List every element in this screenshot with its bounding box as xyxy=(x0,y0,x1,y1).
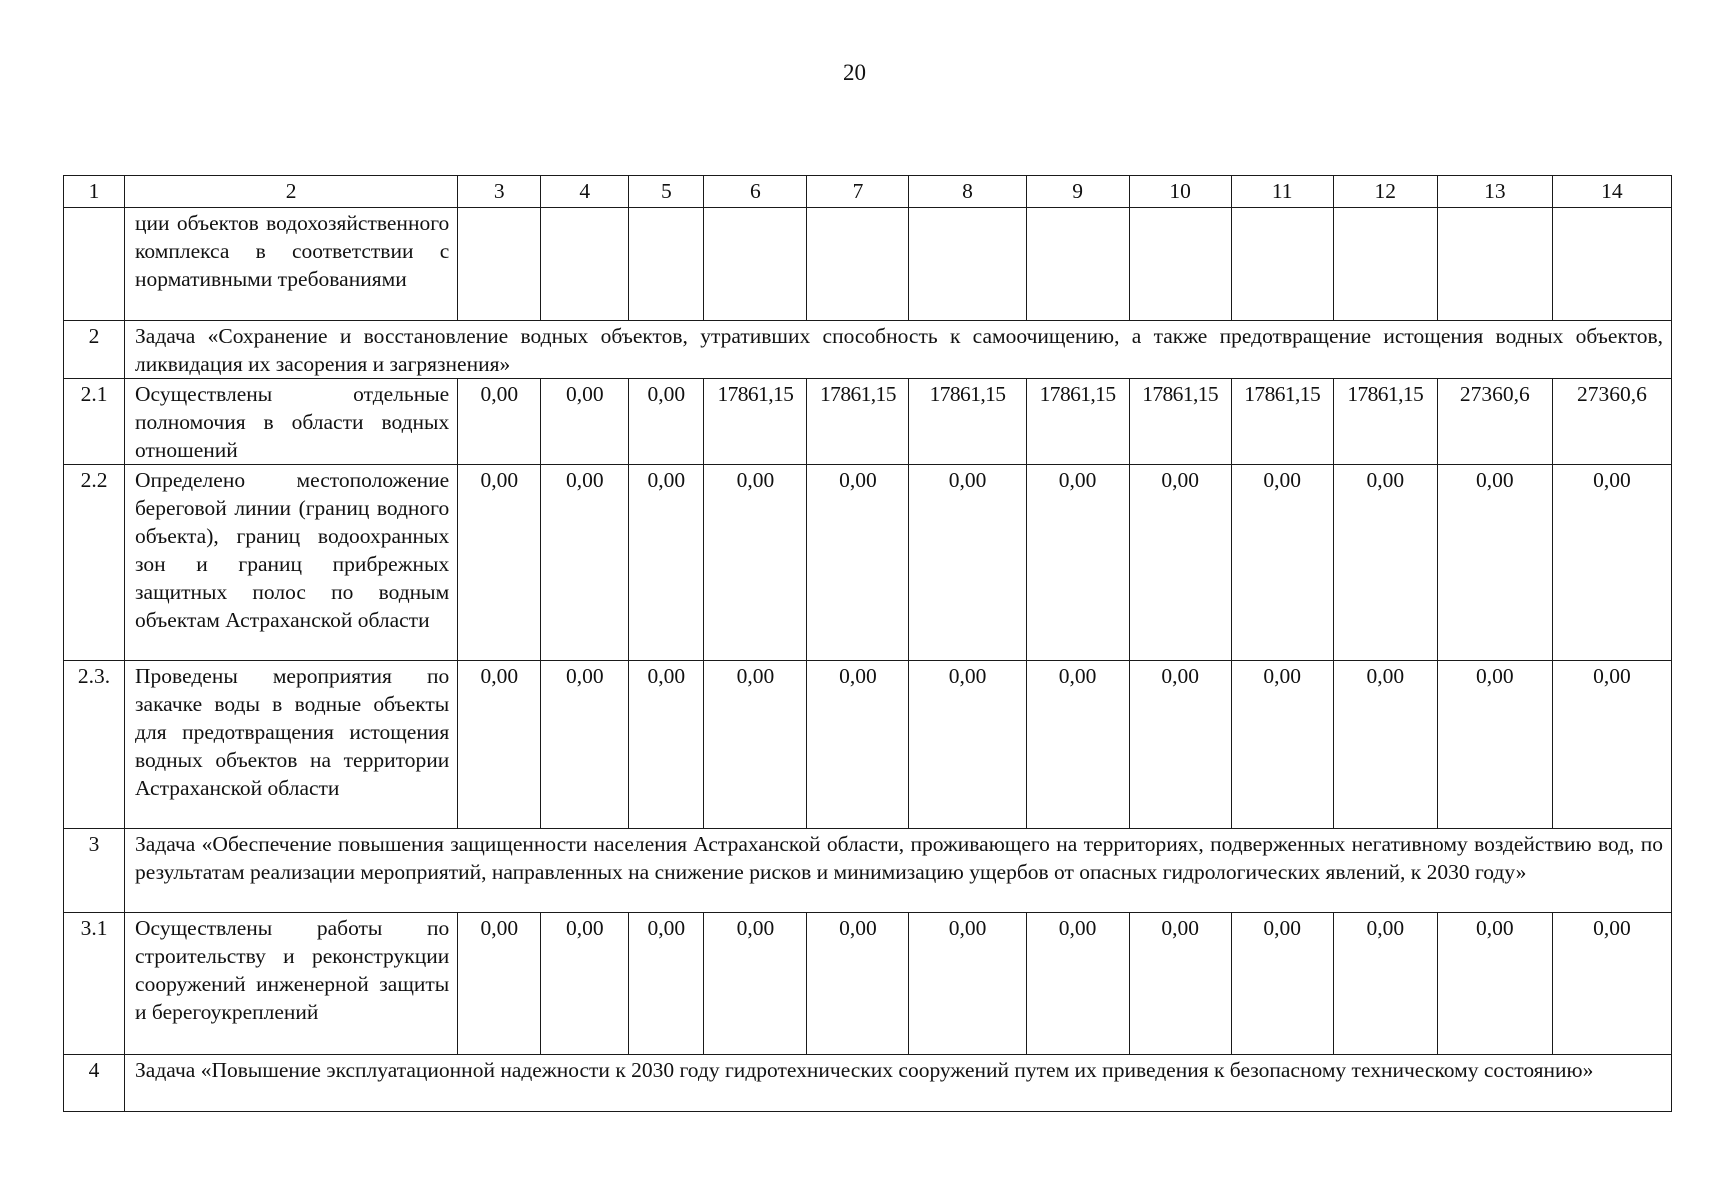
column-header: 9 xyxy=(1026,176,1129,208)
value-cell: 0,00 xyxy=(1026,661,1129,829)
column-header: 1 xyxy=(64,176,125,208)
value-cell: 17861,15 xyxy=(1129,379,1231,465)
value-cell: 0,00 xyxy=(1231,661,1333,829)
row-description: Осуществлены работы по строительству и реконструкции сооружений инженерной защиты и берегоукреплений xyxy=(125,913,458,1055)
value-cell xyxy=(1552,208,1671,321)
value-cell: 0,00 xyxy=(1437,913,1552,1055)
row-description: ции объектов водохозяйственного комплекса в соответствии с нормативными требованиями xyxy=(125,208,458,321)
column-header: 8 xyxy=(909,176,1026,208)
column-header: 3 xyxy=(458,176,541,208)
value-cell xyxy=(1231,208,1333,321)
value-cell: 0,00 xyxy=(458,465,541,661)
row-index: 3 xyxy=(64,829,125,913)
value-cell: 0,00 xyxy=(704,465,807,661)
value-cell: 0,00 xyxy=(909,661,1026,829)
task-row xyxy=(64,1055,1672,1112)
column-header: 14 xyxy=(1552,176,1671,208)
row-description: Осуществлены отдельные полномочия в области водных отношений xyxy=(125,379,458,465)
value-cell: 17861,15 xyxy=(1026,379,1129,465)
task-row xyxy=(64,321,1672,379)
column-header: 10 xyxy=(1129,176,1231,208)
value-cell: 0,00 xyxy=(458,379,541,465)
value-cell: 0,00 xyxy=(909,465,1026,661)
value-cell xyxy=(1333,208,1437,321)
value-cell: 17861,15 xyxy=(704,379,807,465)
value-cell: 0,00 xyxy=(1026,465,1129,661)
value-cell: 0,00 xyxy=(1333,465,1437,661)
value-cell: 0,00 xyxy=(1129,465,1231,661)
column-header: 11 xyxy=(1231,176,1333,208)
row-index: 3.1 xyxy=(64,913,125,1055)
value-cell xyxy=(458,208,541,321)
value-cell xyxy=(1026,208,1129,321)
table-row xyxy=(64,913,1672,1055)
value-cell: 0,00 xyxy=(1552,913,1671,1055)
row-index: 2.3. xyxy=(64,661,125,829)
value-cell: 0,00 xyxy=(1437,661,1552,829)
value-cell: 0,00 xyxy=(1437,465,1552,661)
row-description: Определено местоположение береговой линии (границ водного объекта), границ водоохранных зон и границ прибрежных защитных полос по водным объектам Астраханской области xyxy=(125,465,458,661)
value-cell: 0,00 xyxy=(1333,913,1437,1055)
row-index xyxy=(64,208,125,321)
value-cell: 0,00 xyxy=(1231,913,1333,1055)
row-index: 2.2 xyxy=(64,465,125,661)
row-description: Проведены мероприятия по закачке воды в водные объекты для предотвращения истощения водных объектов на территории Астраханской области xyxy=(125,661,458,829)
table-header-row xyxy=(64,176,1672,208)
row-index: 2.1 xyxy=(64,379,125,465)
column-header: 13 xyxy=(1437,176,1552,208)
value-cell: 0,00 xyxy=(909,913,1026,1055)
value-cell: 0,00 xyxy=(458,661,541,829)
value-cell: 0,00 xyxy=(629,465,704,661)
value-cell: 0,00 xyxy=(807,465,909,661)
value-cell: 17861,15 xyxy=(909,379,1026,465)
value-cell xyxy=(909,208,1026,321)
value-cell: 0,00 xyxy=(541,465,629,661)
column-header: 6 xyxy=(704,176,807,208)
table-row xyxy=(64,379,1672,465)
value-cell: 0,00 xyxy=(541,379,629,465)
value-cell: 0,00 xyxy=(1026,913,1129,1055)
value-cell: 0,00 xyxy=(807,661,909,829)
value-cell: 27360,6 xyxy=(1552,379,1671,465)
value-cell: 0,00 xyxy=(1552,661,1671,829)
value-cell: 0,00 xyxy=(704,661,807,829)
value-cell: 0,00 xyxy=(704,913,807,1055)
value-cell: 27360,6 xyxy=(1437,379,1552,465)
indicators-table xyxy=(63,175,1672,1112)
value-cell xyxy=(1437,208,1552,321)
value-cell: 0,00 xyxy=(629,661,704,829)
page-number: 20 xyxy=(843,60,866,85)
column-header: 5 xyxy=(629,176,704,208)
task-description: Задача «Повышение эксплуатационной надежности к 2030 году гидротехнических сооружений путем их приведения к безопасному техническому состоянию» xyxy=(125,1055,1672,1112)
value-cell: 0,00 xyxy=(1333,661,1437,829)
row-index: 4 xyxy=(64,1055,125,1112)
table-row xyxy=(64,465,1672,661)
value-cell: 17861,15 xyxy=(807,379,909,465)
value-cell: 0,00 xyxy=(541,913,629,1055)
table-row xyxy=(64,208,1672,321)
value-cell xyxy=(704,208,807,321)
task-description: Задача «Сохранение и восстановление водных объектов, утративших способность к самоочищению, а также предотвращение истощения водных объектов, ликвидация их засорения и загрязнения» xyxy=(125,321,1672,379)
value-cell xyxy=(629,208,704,321)
value-cell: 0,00 xyxy=(1231,465,1333,661)
value-cell: 0,00 xyxy=(541,661,629,829)
task-row xyxy=(64,829,1672,913)
value-cell: 0,00 xyxy=(807,913,909,1055)
value-cell: 0,00 xyxy=(1129,913,1231,1055)
value-cell: 17861,15 xyxy=(1231,379,1333,465)
column-header: 2 xyxy=(125,176,458,208)
table-row xyxy=(64,661,1672,829)
value-cell: 0,00 xyxy=(458,913,541,1055)
value-cell xyxy=(1129,208,1231,321)
column-header: 7 xyxy=(807,176,909,208)
value-cell: 0,00 xyxy=(1129,661,1231,829)
value-cell: 0,00 xyxy=(629,379,704,465)
value-cell: 0,00 xyxy=(1552,465,1671,661)
column-header: 12 xyxy=(1333,176,1437,208)
value-cell: 0,00 xyxy=(629,913,704,1055)
row-index: 2 xyxy=(64,321,125,379)
value-cell xyxy=(807,208,909,321)
task-description: Задача «Обеспечение повышения защищенности населения Астраханской области, проживающего на территориях, подверженных негативному воздействию вод, по результатам реализации мероприятий, направленных на снижение рисков и минимизацию ущербов от опасных гидрологических явлений, к 2030 году» xyxy=(125,829,1672,913)
value-cell: 17861,15 xyxy=(1333,379,1437,465)
column-header: 4 xyxy=(541,176,629,208)
value-cell xyxy=(541,208,629,321)
